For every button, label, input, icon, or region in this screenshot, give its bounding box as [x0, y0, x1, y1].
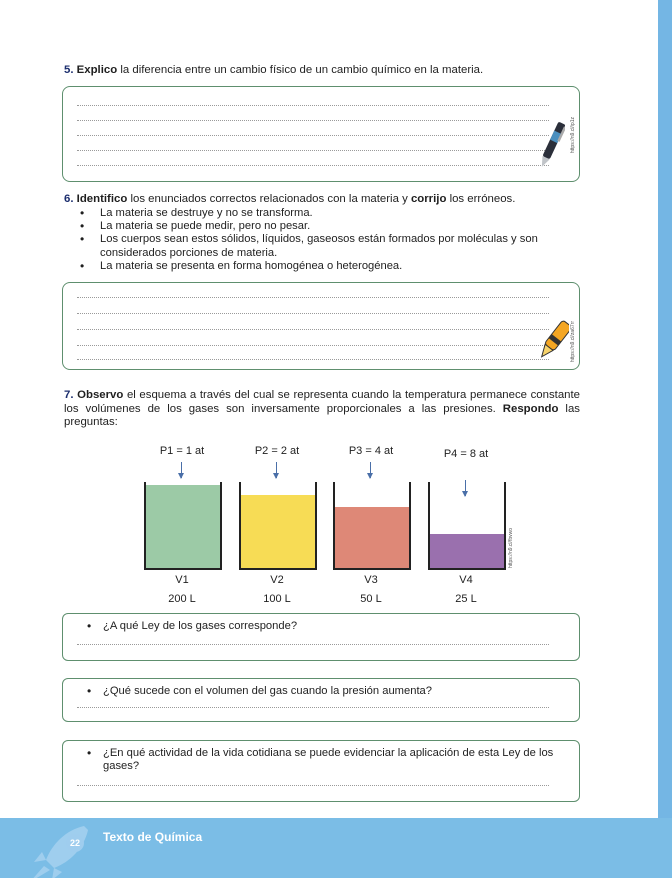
subquestion-box-2[interactable] [62, 678, 580, 722]
page-number: 22 [66, 834, 84, 852]
question-number: 7. [64, 389, 74, 401]
statement-item: • Los cuerpos sean estos sólidos, líquidos, gaseosos están formados por moléculas y son considerados porciones de materia. [80, 233, 580, 259]
question-number: 6. [64, 193, 74, 205]
volume-name: V3 [364, 574, 378, 586]
volume-value: 200 L [168, 593, 196, 605]
question-verb: Observo [77, 389, 124, 401]
subquestion-text: ¿A qué Ley de los gases corresponde? [103, 620, 298, 632]
question-verb-2: Respondo [502, 402, 559, 415]
subquestion-box-1[interactable] [62, 613, 580, 661]
writing-line [77, 785, 549, 786]
book-title: Texto de Química [103, 830, 203, 844]
pen-icon [539, 117, 565, 173]
subquestion-box-3[interactable] [62, 740, 580, 802]
question-6 [64, 193, 580, 207]
writing-line [77, 707, 549, 708]
question-text: los enunciados correctos relacionados con la materia y [127, 193, 411, 205]
highlighter-icon [539, 317, 569, 365]
pressure-arrow-icon [276, 462, 277, 478]
volume-value: 100 L [263, 593, 291, 605]
gas-container [333, 482, 411, 570]
writing-line [77, 345, 549, 346]
footer-band [0, 818, 672, 886]
question-text: el esquema a través del cual se representa cuando la temperatura permanece constante los volúmenes de los gases son inversamente proporcionales a las presiones. [64, 389, 580, 415]
qr-link-code: https://n9.cl/fbvwo [508, 528, 514, 569]
statement-item: • La materia se presenta en forma homogénea o heterogénea. [80, 260, 580, 273]
writing-line [77, 313, 549, 314]
writing-line [77, 329, 549, 330]
question-number: 5. [64, 64, 74, 76]
writing-line [77, 150, 549, 151]
qr-link-code: https://n9.cl/ip1z [570, 117, 576, 154]
question-verb-2: corrijo [410, 193, 447, 205]
pressure-label: P2 = 2 at [254, 445, 300, 457]
answer-box-6[interactable] [62, 282, 580, 370]
writing-line [77, 120, 549, 121]
question-text: la diferencia entre un cambio físico de un cambio químico en la materia. [117, 64, 484, 76]
gas-container [239, 482, 317, 570]
pressure-label: P4 = 8 at [443, 448, 489, 460]
pressure-arrow-icon [181, 462, 182, 478]
question-7 [64, 389, 580, 430]
volume-value: 25 L [455, 593, 477, 605]
statement-item: • La materia se destruye y no se transforma. [80, 207, 580, 220]
gas-volume-fill [430, 534, 504, 568]
writing-line [77, 135, 549, 136]
rocket-icon [24, 824, 114, 884]
bullet: • [87, 619, 92, 633]
side-color-strip [658, 0, 672, 820]
question-text-2: los erróneos. [446, 193, 516, 205]
question-text-2: las preguntas: [64, 402, 580, 428]
writing-line [77, 644, 549, 645]
volume-name: V2 [270, 574, 284, 586]
gas-volume-fill [335, 507, 409, 568]
question-5 [64, 64, 580, 78]
statement-item: • La materia se puede medir, pero no pesar. [80, 220, 580, 233]
subquestion-text: ¿Qué sucede con el volumen del gas cuando la presión aumenta? [103, 685, 432, 697]
pressure-label: P3 = 4 at [348, 445, 394, 457]
writing-line [77, 105, 549, 106]
gas-container [144, 482, 222, 570]
bullet: • [87, 746, 92, 760]
gas-volume-fill [146, 485, 220, 568]
question-verb: Identifico [76, 193, 128, 205]
qr-link-code: https://n9.cl/za67rr [570, 321, 576, 363]
statement-list [80, 207, 580, 273]
subquestion-text: ¿En qué actividad de la vida cotidiana se puede evidenciar la aplicación de esta Ley de los gases? [103, 747, 554, 772]
gas-volume-fill [241, 495, 315, 568]
writing-line [77, 297, 549, 298]
question-verb: Explico [76, 64, 118, 76]
writing-line [77, 359, 549, 360]
answer-box-5[interactable] [62, 86, 580, 182]
volume-name: V4 [459, 574, 473, 586]
writing-line [77, 165, 549, 166]
bullet: • [87, 684, 92, 698]
pressure-arrow-icon [370, 462, 371, 478]
gas-container [428, 482, 506, 570]
volume-value: 50 L [360, 593, 382, 605]
volume-name: V1 [175, 574, 189, 586]
bottom-edge [0, 878, 672, 886]
pressure-label: P1 = 1 at [159, 445, 205, 457]
